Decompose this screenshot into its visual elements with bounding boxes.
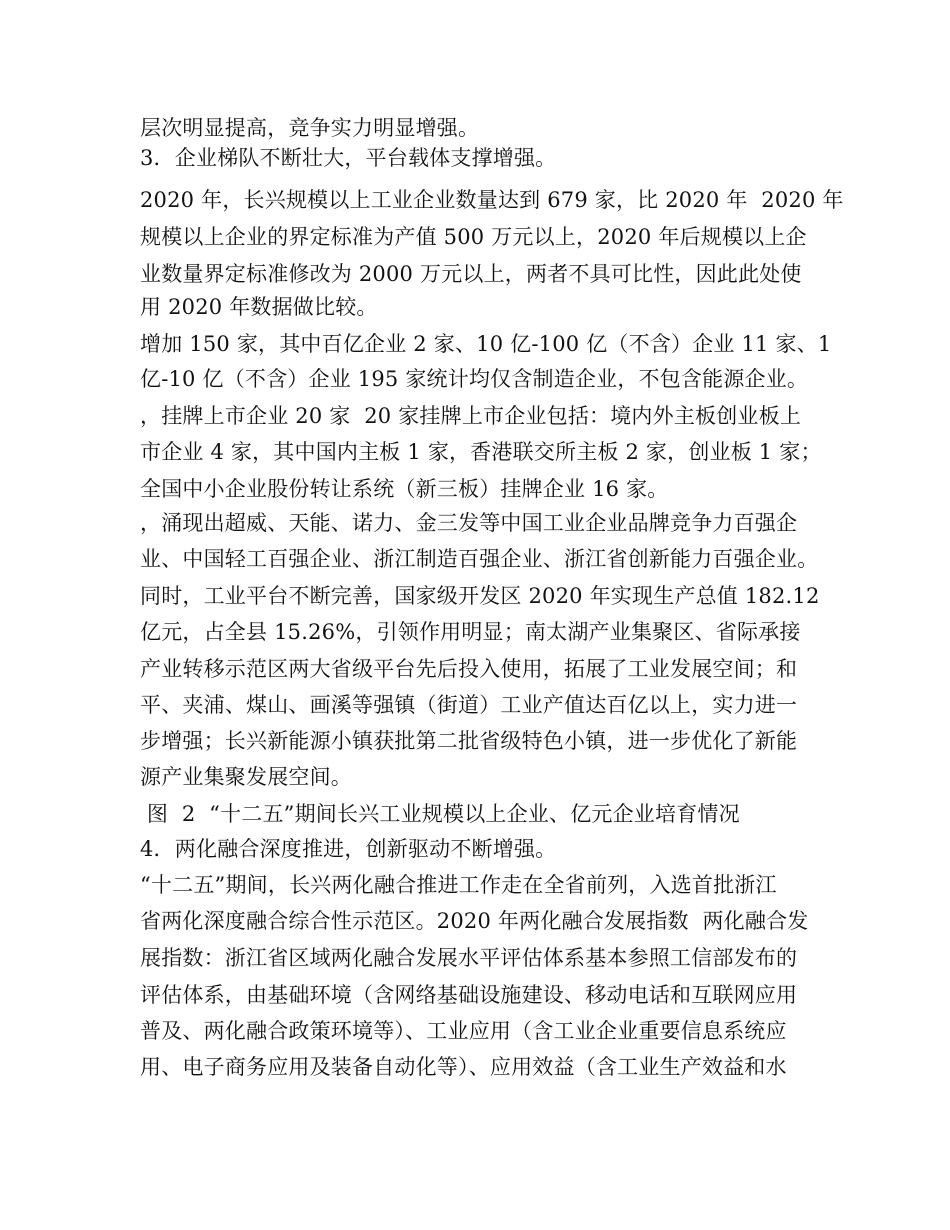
text-line: 展指数：浙江省区域两化融合发展水平评估体系基本参照工信部发布的 xyxy=(140,946,798,970)
text-line: 市企业 4 家，其中国内主板 1 家，香港联交所主板 2 家，创业板 1 家； xyxy=(140,440,822,464)
text-line: ，涌现出超威、天能、诺力、金三发等中国工业企业品牌竞争力百强企 xyxy=(140,511,798,535)
text-line: 增加 150 家，其中百亿企业 2 家、10 亿-100 亿（不含）企业 11 家、1 xyxy=(140,332,832,356)
text-line: 用、电子商务应用及装备自动化等）、应用效益（含工业生产效益和水 xyxy=(140,1055,787,1079)
text-line: 层次明显提高，竞争实力明显增强。 xyxy=(140,116,480,140)
text-line: 规模以上企业的界定标准为产值 500 万元以上，2020 年后规模以上企 xyxy=(140,225,807,249)
text-line: “十二五”期间，长兴两化融合推进工作走在全省前列，入选首批浙江 xyxy=(140,873,777,897)
text-line: 评估体系，由基础环境（含网络基础设施建设、移动电话和互联网应用 xyxy=(140,983,798,1007)
text-line: 业数量界定标准修改为 2000 万元以上，两者不具可比性，因此此处使 xyxy=(140,262,802,286)
text-line: 亿元，占全县 15.26%，引领作用明显；南太湖产业集聚区、省际承接 xyxy=(140,620,801,644)
figure-caption: 图 2 “十二五”期间长兴工业规模以上企业、亿元企业培育情况 xyxy=(140,802,740,826)
text-line: 源产业集聚发展空间。 xyxy=(140,765,352,789)
text-line: 步增强；长兴新能源小镇获批第二批省级特色小镇，进一步优化了新能 xyxy=(140,729,798,753)
text-line: 全国中小企业股份转让系统（新三板）挂牌企业 16 家。 xyxy=(140,477,669,501)
text-line: 普及、两化融合政策环境等）、工业应用（含工业企业重要信息系统应 xyxy=(140,1019,787,1043)
text-line: 2020 年，长兴规模以上工业企业数量达到 679 家，比 2020 年 2020 年 xyxy=(140,188,844,212)
text-line: 省两化深度融合综合性示范区。2020 年两化融合发展指数 两化融合发 xyxy=(140,909,809,933)
text-line: 亿-10 亿（不含）企业 195 家统计均仅含制造企业，不包含能源企业。 xyxy=(140,367,809,391)
text-line: 业、中国轻工百强企业、浙江制造百强企业、浙江省创新能力百强企业。 xyxy=(140,547,819,571)
section-heading: 3．企业梯队不断壮大，平台载体支撑增强。 xyxy=(140,146,557,170)
text-line: 产业转移示范区两大省级平台先后投入使用，拓展了工业发展空间；和 xyxy=(140,657,798,681)
text-line: 同时，工业平台不断完善，国家级开发区 2020 年实现生产总值 182.12 xyxy=(140,584,820,608)
text-line: 平、夹浦、煤山、画溪等强镇（街道）工业产值达百亿以上，实力进一 xyxy=(140,693,798,717)
section-heading: 4．两化融合深度推进，创新驱动不断增强。 xyxy=(140,837,557,861)
text-line: ，挂牌上市企业 20 家 20 家挂牌上市企业包括：境内外主板创业板上 xyxy=(140,404,802,428)
text-line: 用 2020 年数据做比较。 xyxy=(140,295,378,319)
